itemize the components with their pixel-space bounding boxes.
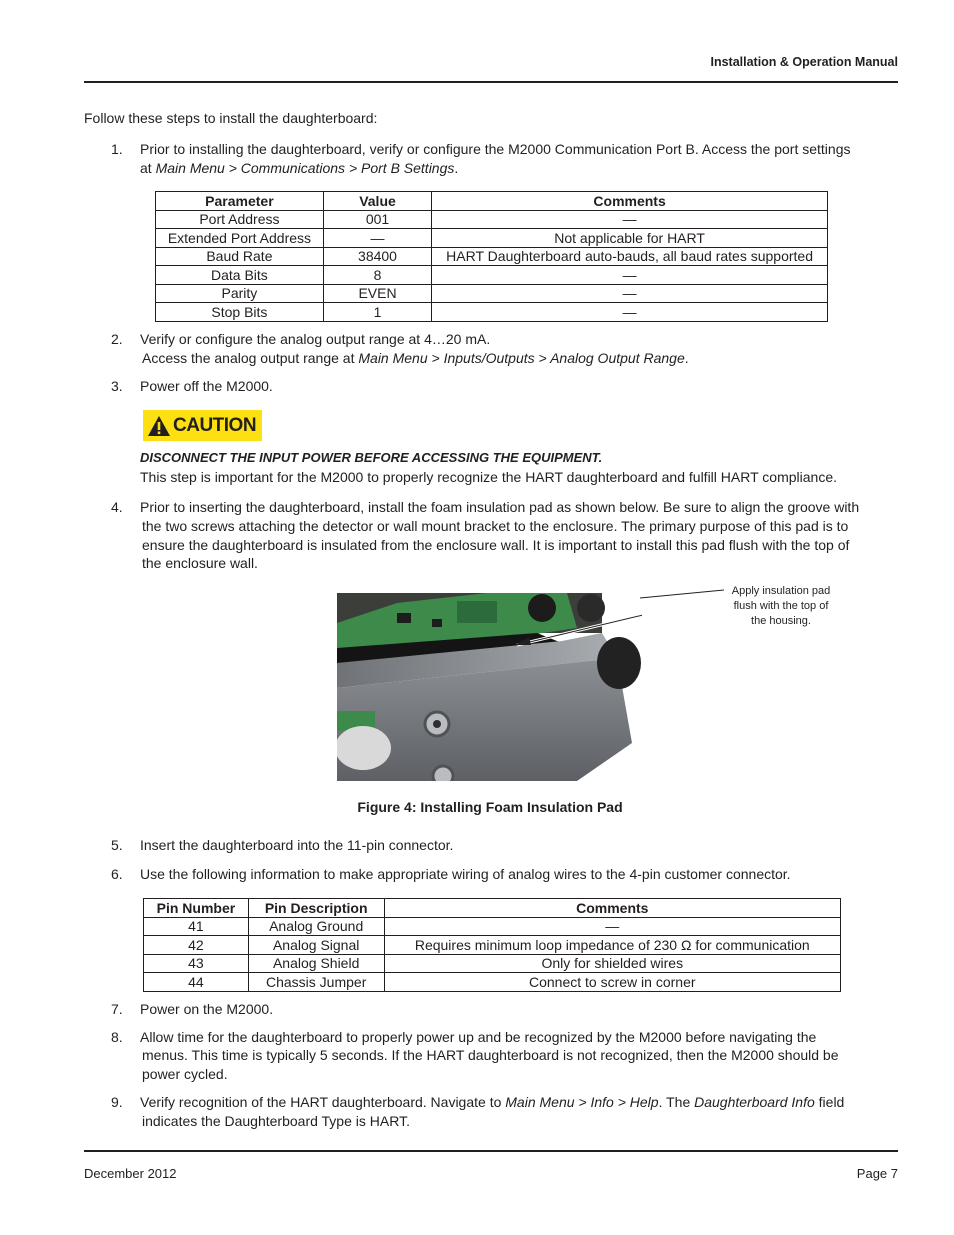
callout-line: Apply insulation pad bbox=[731, 585, 831, 597]
table-cell: 001 bbox=[323, 210, 431, 229]
pin-table bbox=[143, 898, 841, 992]
table-cell: 42 bbox=[144, 936, 249, 955]
caution-label bbox=[143, 410, 262, 441]
table-cell: Requires minimum loop impedance of 230 Ω for communication bbox=[384, 936, 840, 955]
table-row bbox=[156, 303, 828, 322]
table-cell: 8 bbox=[323, 266, 431, 285]
footer-date: December 2012 bbox=[84, 1166, 177, 1181]
step-text-line2: indicates the Daughterboard Type is HART. bbox=[142, 1113, 410, 1129]
table-cell: Chassis Jumper bbox=[248, 973, 384, 992]
step-text-line: Prior to inserting the daughterboard, install the foam insulation pad as shown below. Be sure to align the groove with bbox=[140, 499, 860, 515]
table-cell: 43 bbox=[144, 954, 249, 973]
step-text-pre: Verify recognition of the HART daughterboard. Navigate to bbox=[140, 1094, 506, 1110]
step-text-line2 bbox=[142, 349, 902, 368]
callout-leader-line bbox=[640, 588, 724, 600]
callout-line: the housing. bbox=[751, 615, 811, 627]
table-cell: 41 bbox=[144, 917, 249, 936]
table-cell: Connect to screw in corner bbox=[384, 973, 840, 992]
step-number: 2. bbox=[111, 331, 123, 347]
table-cell: Analog Signal bbox=[248, 936, 384, 955]
step-number: 3. bbox=[111, 378, 123, 394]
menu-path: Main Menu > Communications > Port B Settings bbox=[155, 160, 455, 176]
table-cell: — bbox=[384, 917, 840, 936]
step-number: 5. bbox=[111, 837, 123, 853]
step-text: Prior to installing the daughterboard, verify or configure the M2000 Communication Port B. Access the port settings bbox=[140, 141, 851, 157]
step-text-post: . bbox=[684, 350, 689, 366]
step-text-pre: at bbox=[140, 160, 156, 176]
menu-path: Main Menu > Inputs/Outputs > Analog Output Range bbox=[358, 350, 685, 366]
table-cell: 38400 bbox=[323, 247, 431, 266]
step-text-line: ensure the daughterboard is insulated from the enclosure wall. It is important to install this pad flush with the top of bbox=[142, 537, 850, 553]
table-cell: 44 bbox=[144, 973, 249, 992]
table-cell: Data Bits bbox=[156, 266, 324, 285]
step-text: Verify or configure the analog output range at 4…20 mA. bbox=[140, 331, 491, 347]
step-text-line: the two screws attaching the detector or wall mount bracket to the enclosure. The primary purpose of this pad is to bbox=[142, 518, 849, 534]
intro-text: Follow these steps to install the daughterboard: bbox=[84, 110, 378, 126]
step-number: 4. bbox=[111, 499, 123, 515]
column-header: Parameter bbox=[156, 192, 324, 211]
table-cell: — bbox=[432, 266, 828, 285]
step-text-mid: . The bbox=[658, 1094, 695, 1110]
step-number: 7. bbox=[111, 1001, 123, 1017]
menu-path: Main Menu > Info > Help bbox=[505, 1094, 659, 1110]
page-number: Page 7 bbox=[856, 1166, 898, 1181]
field-name: Daughterboard Info bbox=[694, 1094, 815, 1110]
port-settings-table bbox=[155, 191, 828, 322]
caution-warning: DISCONNECT THE INPUT POWER BEFORE ACCESSING THE EQUIPMENT. bbox=[140, 450, 603, 465]
step-text: Power on the M2000. bbox=[140, 1001, 274, 1017]
insulation-pad-photo bbox=[337, 593, 642, 781]
table-cell: Baud Rate bbox=[156, 247, 324, 266]
table-header-row bbox=[156, 192, 828, 211]
step-text-post: . bbox=[454, 160, 459, 176]
table-cell: Not applicable for HART bbox=[432, 229, 828, 248]
step-number: 6. bbox=[111, 866, 123, 882]
table-cell: 1 bbox=[323, 303, 431, 322]
step-number: 1. bbox=[111, 141, 123, 157]
step-text-line: the enclosure wall. bbox=[142, 555, 258, 571]
caution-note: This step is important for the M2000 to properly recognize the HART daughterboard and fulfill HART compliance. bbox=[140, 469, 837, 485]
step-text-line: Allow time for the daughterboard to properly power up and be recognized by the M2000 before navigating the bbox=[140, 1029, 817, 1045]
callout-line: flush with the top of bbox=[733, 600, 829, 612]
table-cell: Stop Bits bbox=[156, 303, 324, 322]
table-cell: — bbox=[432, 303, 828, 322]
column-header: Comments bbox=[432, 192, 828, 211]
caution-text: CAUTION bbox=[173, 414, 257, 436]
table-cell: Analog Ground bbox=[248, 917, 384, 936]
step-text: Insert the daughterboard into the 11-pin connector. bbox=[140, 837, 454, 853]
header-rule bbox=[84, 81, 898, 83]
figure-caption: Figure 4: Installing Foam Insulation Pad bbox=[357, 799, 623, 815]
step-text-line: power cycled. bbox=[142, 1066, 228, 1082]
step-text-post: field bbox=[814, 1094, 845, 1110]
table-row bbox=[156, 210, 828, 229]
table-row bbox=[144, 973, 841, 992]
step-text-line2 bbox=[140, 159, 900, 178]
column-header: Pin Description bbox=[248, 899, 384, 918]
table-cell: Extended Port Address bbox=[156, 229, 324, 248]
table-cell: EVEN bbox=[323, 284, 431, 303]
table-row bbox=[144, 954, 841, 973]
table-row bbox=[156, 266, 828, 285]
step-text: Use the following information to make appropriate wiring of analog wires to the 4-pin customer connector. bbox=[140, 866, 791, 882]
table-cell: Parity bbox=[156, 284, 324, 303]
table-row bbox=[156, 247, 828, 266]
figure-callout bbox=[720, 584, 842, 629]
table-cell: — bbox=[323, 229, 431, 248]
table-cell: Analog Shield bbox=[248, 954, 384, 973]
step-text-pre: Access the analog output range at bbox=[142, 350, 359, 366]
table-row bbox=[156, 284, 828, 303]
running-header: Installation & Operation Manual bbox=[710, 55, 898, 69]
table-cell: — bbox=[432, 284, 828, 303]
table-row bbox=[156, 229, 828, 248]
footer-rule bbox=[84, 1150, 898, 1152]
table-row bbox=[144, 936, 841, 955]
step-text bbox=[140, 1093, 900, 1112]
table-cell: Port Address bbox=[156, 210, 324, 229]
table-cell: HART Daughterboard auto-bauds, all baud rates supported bbox=[432, 247, 828, 266]
step-text: Power off the M2000. bbox=[140, 378, 273, 394]
step-text-line: menus. This time is typically 5 seconds. If the HART daughterboard is not recognized, then the M2000 should be bbox=[142, 1047, 839, 1063]
column-header: Pin Number bbox=[144, 899, 249, 918]
warning-triangle-icon bbox=[147, 415, 171, 437]
table-cell: — bbox=[432, 210, 828, 229]
table-cell: Only for shielded wires bbox=[384, 954, 840, 973]
column-header: Value bbox=[323, 192, 431, 211]
step-number: 9. bbox=[111, 1094, 123, 1110]
column-header: Comments bbox=[384, 899, 840, 918]
table-row bbox=[144, 917, 841, 936]
table-header-row bbox=[144, 899, 841, 918]
step-number: 8. bbox=[111, 1029, 123, 1045]
